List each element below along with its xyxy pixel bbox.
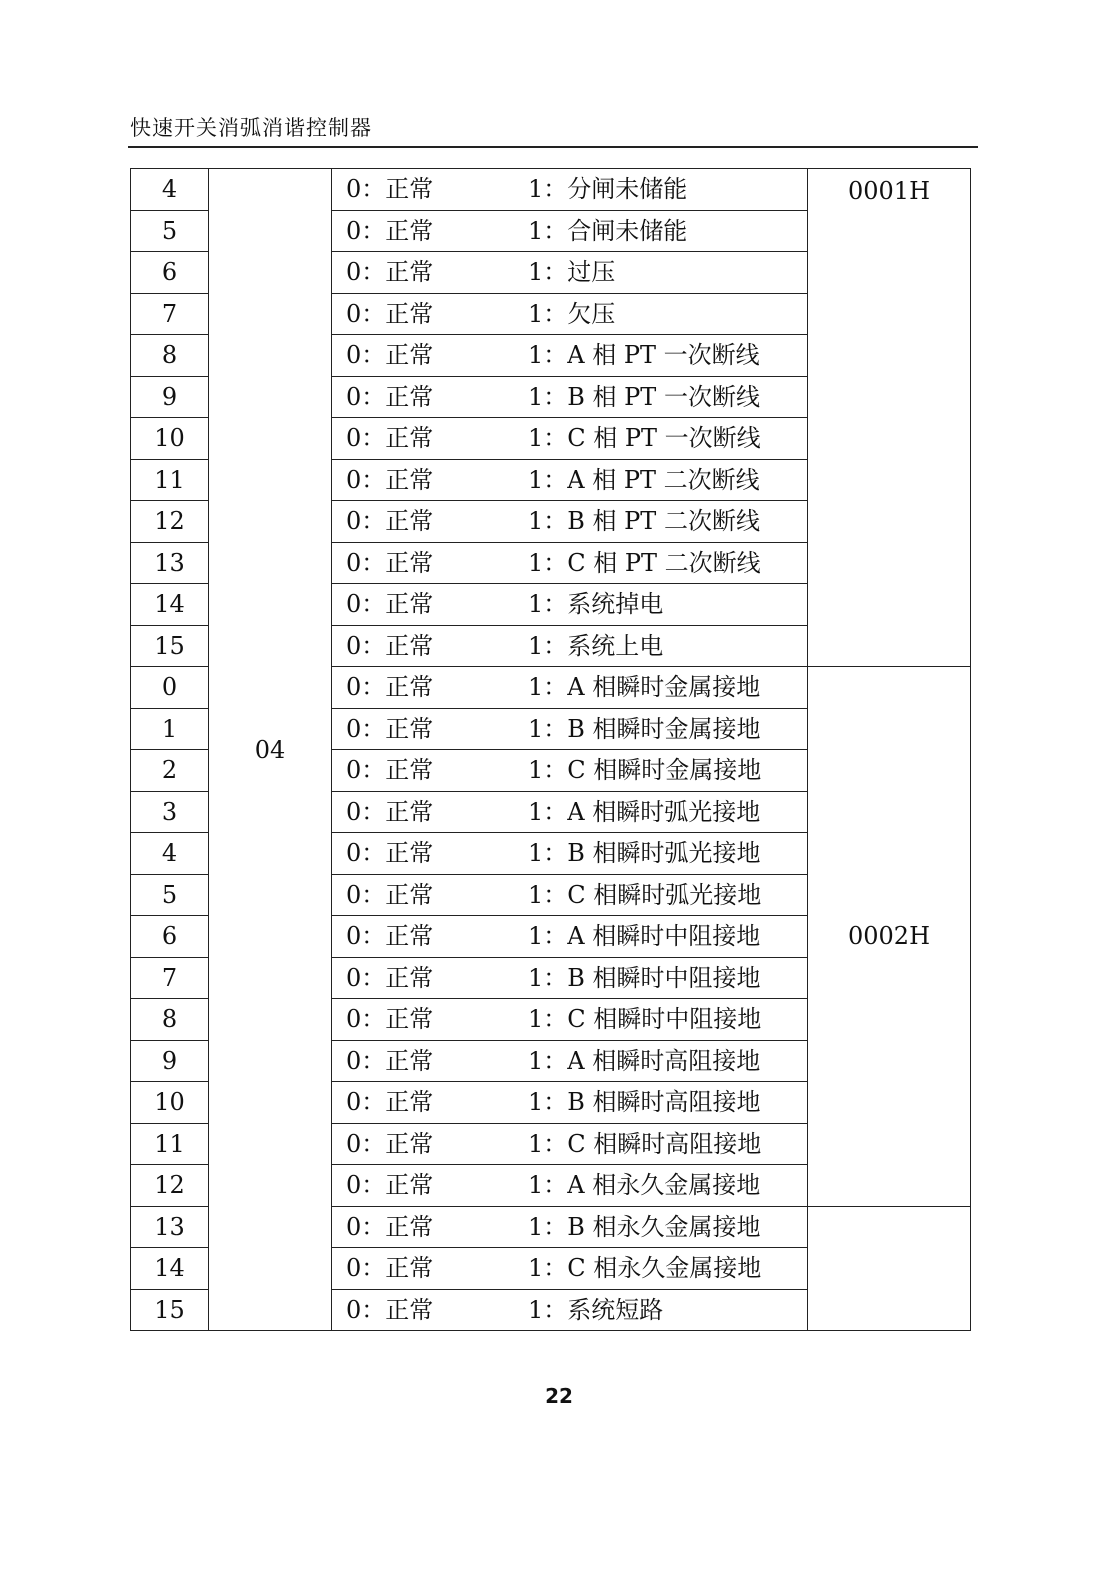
bit-number-cell: 9 <box>131 376 209 418</box>
state-0-label: 0：正常 <box>346 299 434 328</box>
state-1-label: 1：A 相永久金属接地 <box>528 1171 761 1200</box>
bit-meaning-cell <box>332 376 808 418</box>
state-0-label: 0：正常 <box>346 1129 434 1158</box>
bit-meaning-cell <box>332 874 808 916</box>
bit-number-cell: 2 <box>131 750 209 792</box>
bit-meaning-cell <box>332 542 808 584</box>
bit-meaning-cell <box>332 501 808 543</box>
state-1-label: 1：A 相瞬时金属接地 <box>528 673 761 702</box>
state-1-label: 1：B 相 PT 二次断线 <box>528 507 760 536</box>
bit-number-cell: 6 <box>131 252 209 294</box>
bit-number-cell: 7 <box>131 293 209 335</box>
bit-number-cell: 11 <box>131 1123 209 1165</box>
bit-number-cell: 8 <box>131 335 209 377</box>
state-1-label: 1：合闸未储能 <box>528 216 688 245</box>
state-0-label: 0：正常 <box>346 1254 434 1283</box>
bit-meaning-cell <box>332 667 808 709</box>
bit-meaning-cell <box>332 1082 808 1124</box>
state-1-label: 1：A 相 PT 二次断线 <box>528 465 760 494</box>
register-table-body <box>131 169 971 1331</box>
state-1-label: 1：分闸未储能 <box>528 175 688 204</box>
state-0-label: 0：正常 <box>346 258 434 287</box>
bit-meaning-cell <box>332 210 808 252</box>
bit-meaning-cell <box>332 1248 808 1290</box>
bit-meaning-cell <box>332 335 808 377</box>
bit-number-cell: 12 <box>131 1165 209 1207</box>
state-0-label: 0：正常 <box>346 1088 434 1117</box>
state-1-label: 1：C 相瞬时弧光接地 <box>528 880 762 909</box>
state-0-label: 0：正常 <box>346 1005 434 1034</box>
bit-number-cell: 8 <box>131 999 209 1041</box>
register-bit-table <box>130 168 971 1331</box>
bit-number-cell: 13 <box>131 1206 209 1248</box>
state-1-label: 1：欠压 <box>528 299 616 328</box>
bit-meaning-cell <box>332 916 808 958</box>
bit-meaning-cell <box>332 418 808 460</box>
bit-meaning-cell <box>332 1206 808 1248</box>
state-0-label: 0：正常 <box>346 963 434 992</box>
bit-number-cell: 5 <box>131 874 209 916</box>
bit-number-cell: 1 <box>131 708 209 750</box>
state-1-label: 1：系统掉电 <box>528 590 664 619</box>
state-1-label: 1：A 相 PT 一次断线 <box>528 341 760 370</box>
state-1-label: 1：系统短路 <box>528 1295 664 1324</box>
bit-meaning-cell <box>332 833 808 875</box>
state-1-label: 1：B 相永久金属接地 <box>528 1212 761 1241</box>
state-0-label: 0：正常 <box>346 922 434 951</box>
bit-meaning-cell <box>332 957 808 999</box>
state-0-label: 0：正常 <box>346 465 434 494</box>
state-1-label: 1：B 相 PT 一次断线 <box>528 382 760 411</box>
bit-number-cell: 14 <box>131 584 209 626</box>
bit-number-cell: 0 <box>131 667 209 709</box>
state-0-label: 0：正常 <box>346 507 434 536</box>
state-0-label: 0：正常 <box>346 1046 434 1075</box>
bit-number-cell: 3 <box>131 791 209 833</box>
state-0-label: 0：正常 <box>346 1171 434 1200</box>
bit-meaning-cell <box>332 791 808 833</box>
bit-meaning-cell <box>332 999 808 1041</box>
bit-number-cell: 10 <box>131 1082 209 1124</box>
bit-meaning-cell <box>332 169 808 211</box>
state-0-label: 0：正常 <box>346 756 434 785</box>
bit-number-cell: 12 <box>131 501 209 543</box>
state-0-label: 0：正常 <box>346 341 434 370</box>
bit-number-cell: 14 <box>131 1248 209 1290</box>
bit-number-cell: 13 <box>131 542 209 584</box>
state-0-label: 0：正常 <box>346 424 434 453</box>
state-0-label: 0：正常 <box>346 590 434 619</box>
state-1-label: 1：A 相瞬时中阻接地 <box>528 922 761 951</box>
state-1-label: 1：B 相瞬时弧光接地 <box>528 839 761 868</box>
state-1-label: 1：C 相瞬时高阻接地 <box>528 1129 762 1158</box>
state-1-label: 1：C 相 PT 二次断线 <box>528 548 761 577</box>
state-1-label: 1：系统上电 <box>528 631 664 660</box>
bit-meaning-cell <box>332 1123 808 1165</box>
state-1-label: 1：C 相 PT 一次断线 <box>528 424 761 453</box>
bit-number-cell: 4 <box>131 833 209 875</box>
bit-number-cell: 5 <box>131 210 209 252</box>
bit-number-cell: 15 <box>131 1289 209 1331</box>
bit-meaning-cell <box>332 584 808 626</box>
state-1-label: 1：B 相瞬时中阻接地 <box>528 963 761 992</box>
bit-number-cell: 10 <box>131 418 209 460</box>
state-0-label: 0：正常 <box>346 839 434 868</box>
bit-number-cell: 4 <box>131 169 209 211</box>
state-1-label: 1：C 相瞬时中阻接地 <box>528 1005 762 1034</box>
state-1-label: 1：过压 <box>528 258 616 287</box>
state-0-label: 0：正常 <box>346 631 434 660</box>
bit-meaning-cell <box>332 1165 808 1207</box>
state-0-label: 0：正常 <box>346 216 434 245</box>
state-0-label: 0：正常 <box>346 382 434 411</box>
bit-number-cell: 9 <box>131 1040 209 1082</box>
header-divider <box>128 146 978 148</box>
bit-meaning-cell <box>332 252 808 294</box>
register-address-cell: 0001H <box>808 169 971 667</box>
state-1-label: 1：B 相瞬时高阻接地 <box>528 1088 761 1117</box>
register-address-cell: 0002H <box>808 667 971 1207</box>
state-0-label: 0：正常 <box>346 673 434 702</box>
state-0-label: 0：正常 <box>346 1295 434 1324</box>
state-1-label: 1：A 相瞬时高阻接地 <box>528 1046 761 1075</box>
table-row <box>131 169 971 211</box>
state-0-label: 0：正常 <box>346 175 434 204</box>
bit-number-cell: 7 <box>131 957 209 999</box>
state-1-label: 1：C 相瞬时金属接地 <box>528 756 762 785</box>
bit-meaning-cell <box>332 708 808 750</box>
bit-number-cell: 15 <box>131 625 209 667</box>
state-1-label: 1：B 相瞬时金属接地 <box>528 714 761 743</box>
bit-meaning-cell <box>332 750 808 792</box>
bit-meaning-cell <box>332 625 808 667</box>
state-1-label: 1：A 相瞬时弧光接地 <box>528 797 761 826</box>
bit-meaning-cell <box>332 459 808 501</box>
state-0-label: 0：正常 <box>346 1212 434 1241</box>
register-address-cell <box>808 1206 971 1331</box>
bit-number-cell: 11 <box>131 459 209 501</box>
state-0-label: 0：正常 <box>346 880 434 909</box>
function-code-cell: 04 <box>209 169 332 1331</box>
state-1-label: 1：C 相永久金属接地 <box>528 1254 762 1283</box>
page-number: 22 <box>545 1384 573 1408</box>
bit-meaning-cell <box>332 1040 808 1082</box>
page-header-title: 快速开关消弧消谐控制器 <box>130 116 372 140</box>
state-0-label: 0：正常 <box>346 548 434 577</box>
bit-meaning-cell <box>332 293 808 335</box>
bit-meaning-cell <box>332 1289 808 1331</box>
state-0-label: 0：正常 <box>346 797 434 826</box>
state-0-label: 0：正常 <box>346 714 434 743</box>
bit-number-cell: 6 <box>131 916 209 958</box>
